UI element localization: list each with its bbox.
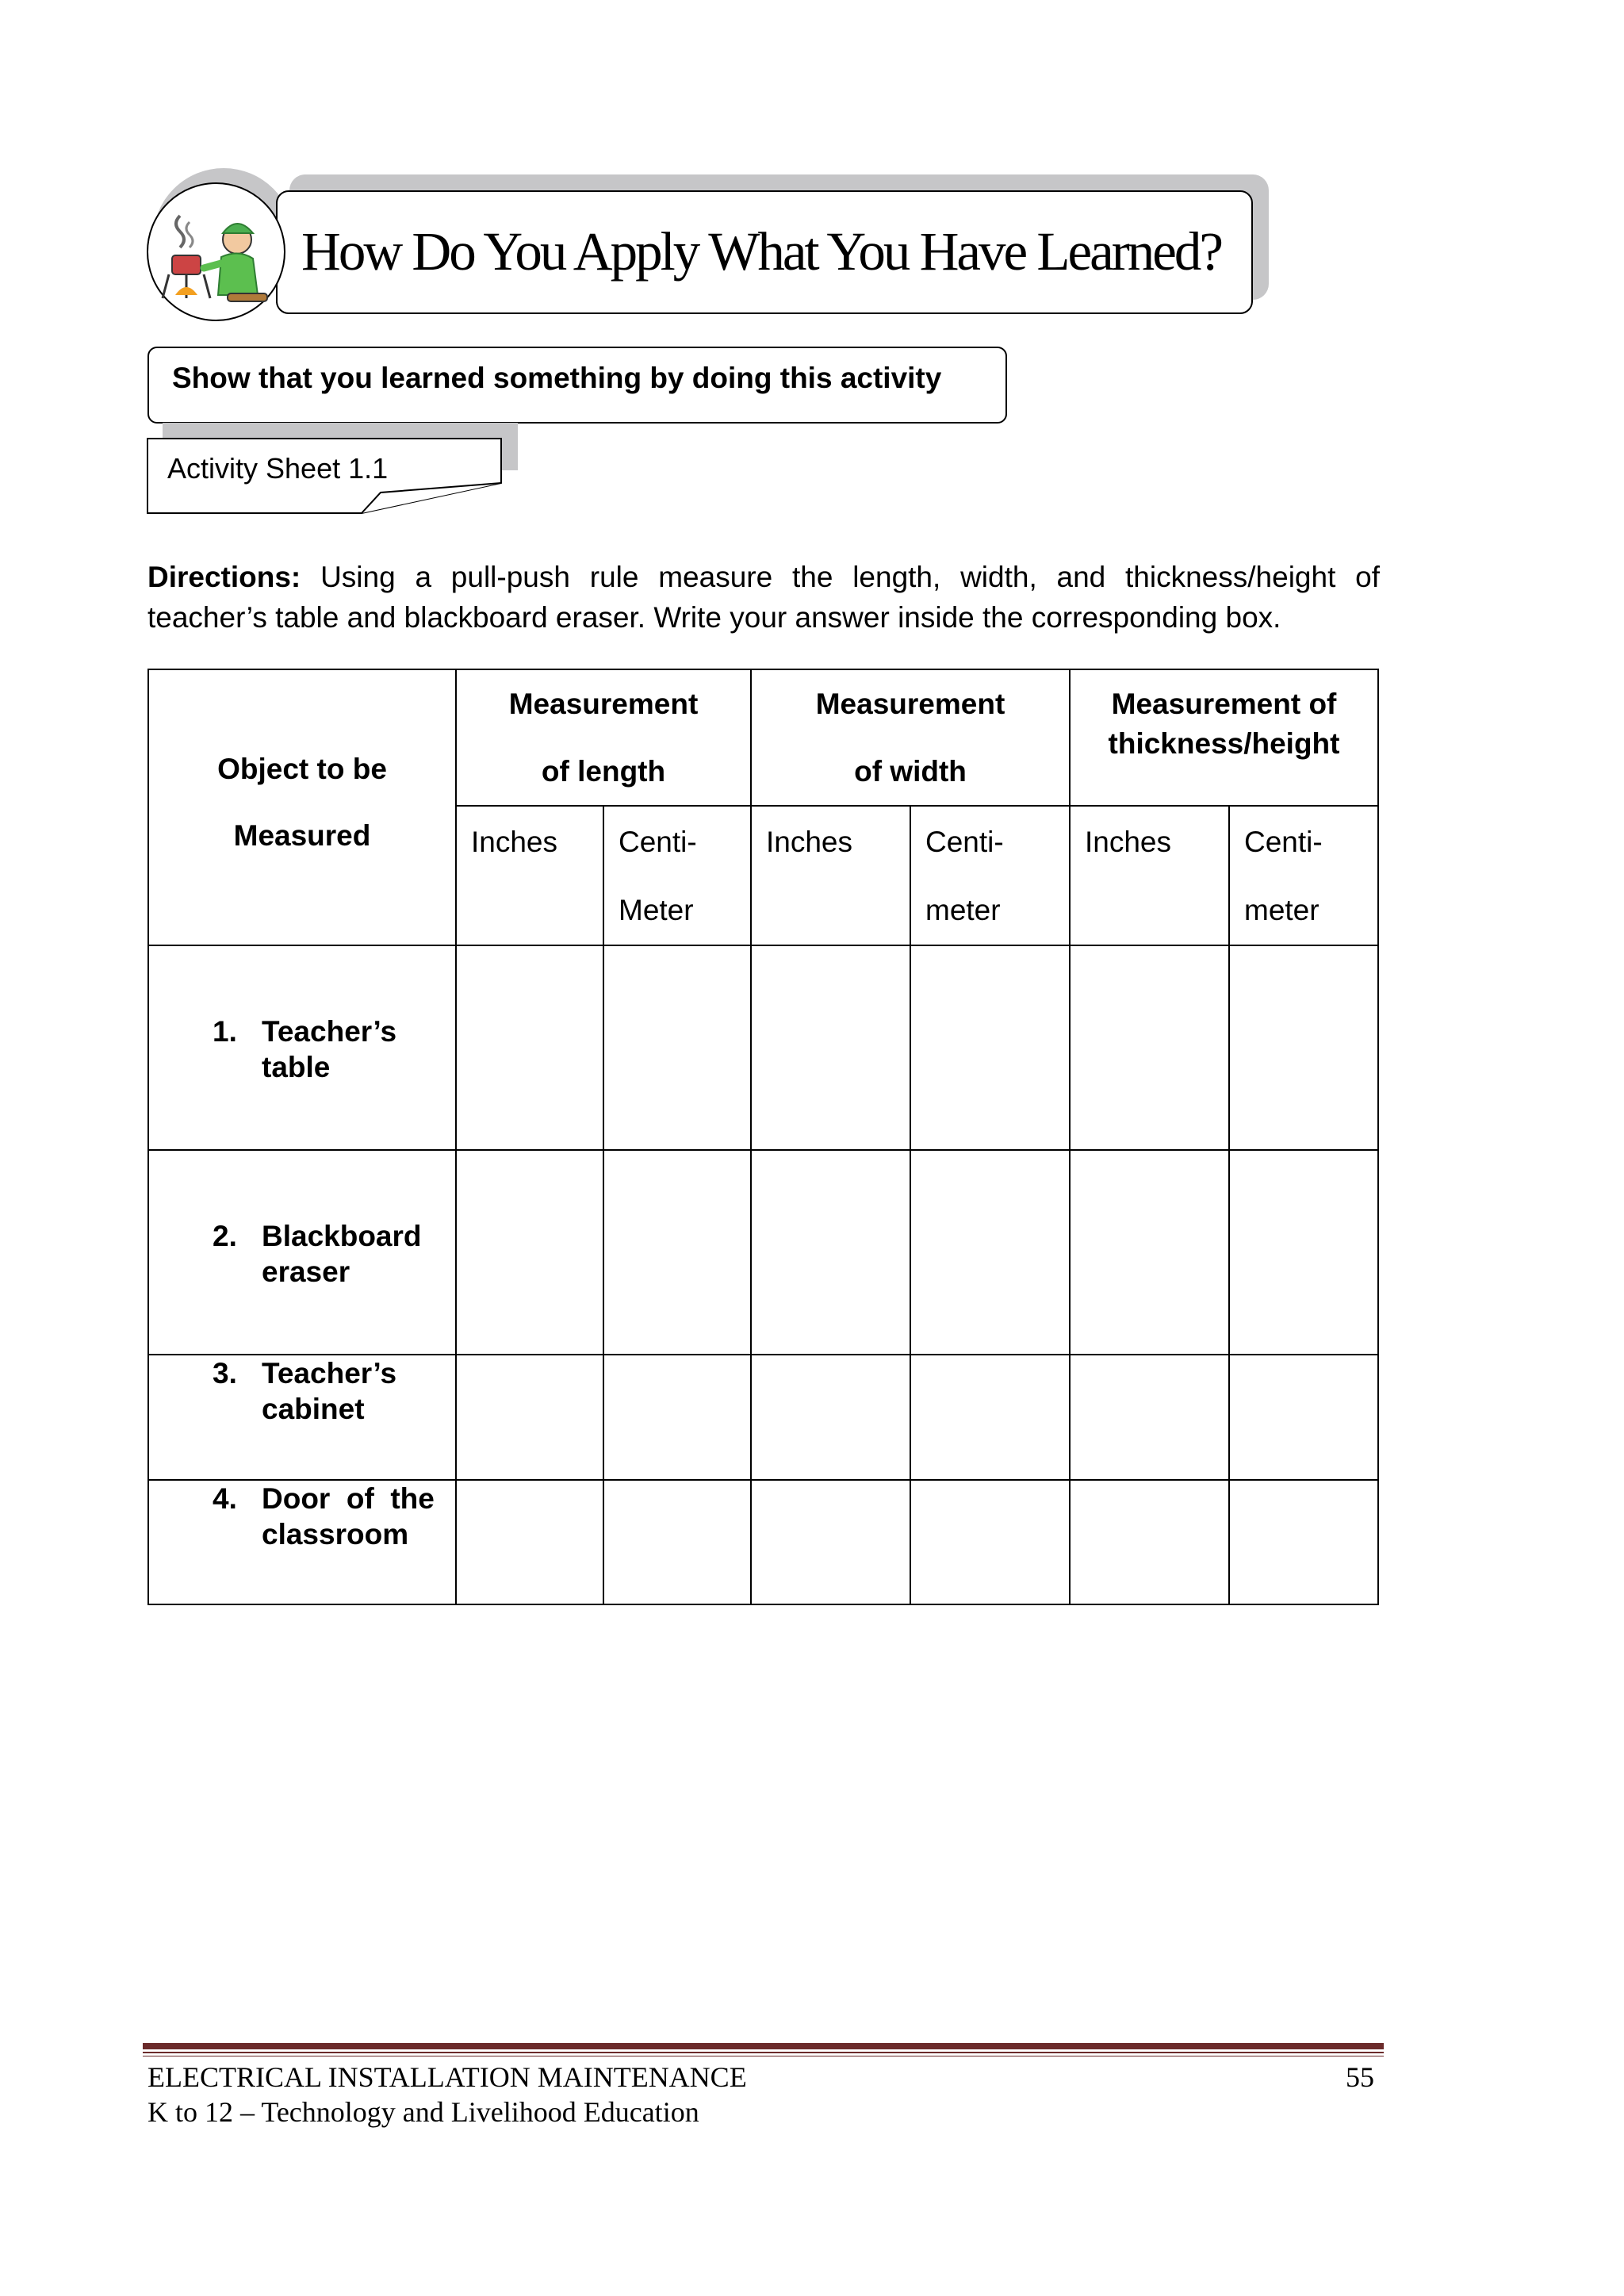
answer-cell[interactable] [1229, 1355, 1378, 1480]
measurement-table [147, 669, 1379, 1605]
answer-cell[interactable] [751, 945, 910, 1150]
object-label: Blackboard eraser [262, 1220, 422, 1288]
activity-label: Activity Sheet 1.1 [167, 452, 389, 485]
object-cell [148, 945, 456, 1150]
thickness-header-line1: Measurement of [1111, 688, 1337, 720]
footer-rule-thin [143, 2052, 1384, 2053]
row-number: 1. [213, 1015, 237, 1048]
answer-cell[interactable] [910, 1150, 1070, 1355]
object-label: Door of the classroom [262, 1482, 435, 1550]
table-row [148, 1150, 1378, 1355]
length-inches-header: Inches [456, 806, 603, 945]
page-title: How Do You Apply What You Have Learned? [301, 221, 1222, 282]
thickness-cm-header [1229, 806, 1378, 945]
width-cm-header [910, 806, 1070, 945]
directions-line-1 [147, 557, 1380, 597]
object-label: Teacher’s table [262, 1015, 397, 1083]
thickness-header [1070, 669, 1378, 806]
thickness-cm-line1: Centi- [1244, 826, 1323, 858]
answer-cell[interactable] [1229, 1480, 1378, 1604]
length-header-line1: Measurement [508, 688, 699, 720]
answer-cell[interactable] [456, 1480, 603, 1604]
length-header [456, 669, 751, 806]
directions-text-1: Using a pull-push rule measure the length, width, and thickness/height of [320, 561, 1380, 593]
footer-subtitle: K to 12 – Technology and Livelihood Education [147, 2096, 699, 2128]
thickness-header-line2: thickness/height [1108, 727, 1340, 760]
row-number: 4. [213, 1482, 237, 1515]
directions-label: Directions: [147, 561, 301, 593]
page-number: 55 [1346, 2061, 1374, 2093]
length-header-line2: of length [541, 755, 666, 788]
answer-cell[interactable] [1070, 1480, 1229, 1604]
answer-cell[interactable] [751, 1480, 910, 1604]
answer-cell[interactable] [603, 1480, 751, 1604]
answer-cell[interactable] [751, 1355, 910, 1480]
table-row [148, 1480, 1378, 1604]
width-cm-line2: meter [925, 894, 1001, 926]
directions-line-2: teacher’s table and blackboard eraser. Write your answer inside the corresponding box. [147, 601, 1281, 634]
length-cm-line1: Centi- [619, 826, 697, 858]
answer-cell[interactable] [456, 1355, 603, 1480]
width-inches-header: Inches [751, 806, 910, 945]
object-cell [148, 1355, 456, 1480]
thickness-cm-line2: meter [1244, 894, 1320, 926]
object-header-cell [148, 669, 456, 945]
thickness-inches-header: Inches [1070, 806, 1229, 945]
answer-cell[interactable] [1229, 945, 1378, 1150]
child-cooking-illustration [148, 184, 284, 320]
object-header-line2: Measured [233, 819, 371, 852]
object-cell [148, 1480, 456, 1604]
row-number: 3. [213, 1357, 237, 1389]
answer-cell[interactable] [603, 1355, 751, 1480]
answer-cell[interactable] [910, 945, 1070, 1150]
answer-cell[interactable] [1229, 1150, 1378, 1355]
answer-cell[interactable] [910, 1355, 1070, 1480]
width-header-line2: of width [854, 755, 967, 788]
row-number: 2. [213, 1220, 237, 1252]
answer-cell[interactable] [603, 945, 751, 1150]
answer-cell[interactable] [456, 1150, 603, 1355]
object-label: Teacher’s cabinet [262, 1357, 397, 1425]
answer-cell[interactable] [456, 945, 603, 1150]
object-header-line1: Object to be [217, 753, 387, 785]
width-header-line1: Measurement [815, 688, 1005, 720]
answer-cell[interactable] [1070, 1150, 1229, 1355]
object-cell [148, 1150, 456, 1355]
child-cooking-icon [147, 182, 285, 321]
answer-cell[interactable] [1070, 1355, 1229, 1480]
answer-cell[interactable] [910, 1480, 1070, 1604]
length-cm-header [603, 806, 751, 945]
instruction-text: Show that you learned something by doing this activity [172, 362, 942, 394]
width-cm-line1: Centi- [925, 826, 1004, 858]
footer-rule-thick [143, 2043, 1384, 2049]
width-header [751, 669, 1070, 806]
answer-cell[interactable] [751, 1150, 910, 1355]
answer-cell[interactable] [1070, 945, 1229, 1150]
table-row [148, 1355, 1378, 1480]
length-cm-line2: Meter [619, 894, 694, 926]
answer-cell[interactable] [603, 1150, 751, 1355]
table-row [148, 945, 1378, 1150]
footer-title: ELECTRICAL INSTALLATION MAINTENANCE [147, 2061, 747, 2093]
